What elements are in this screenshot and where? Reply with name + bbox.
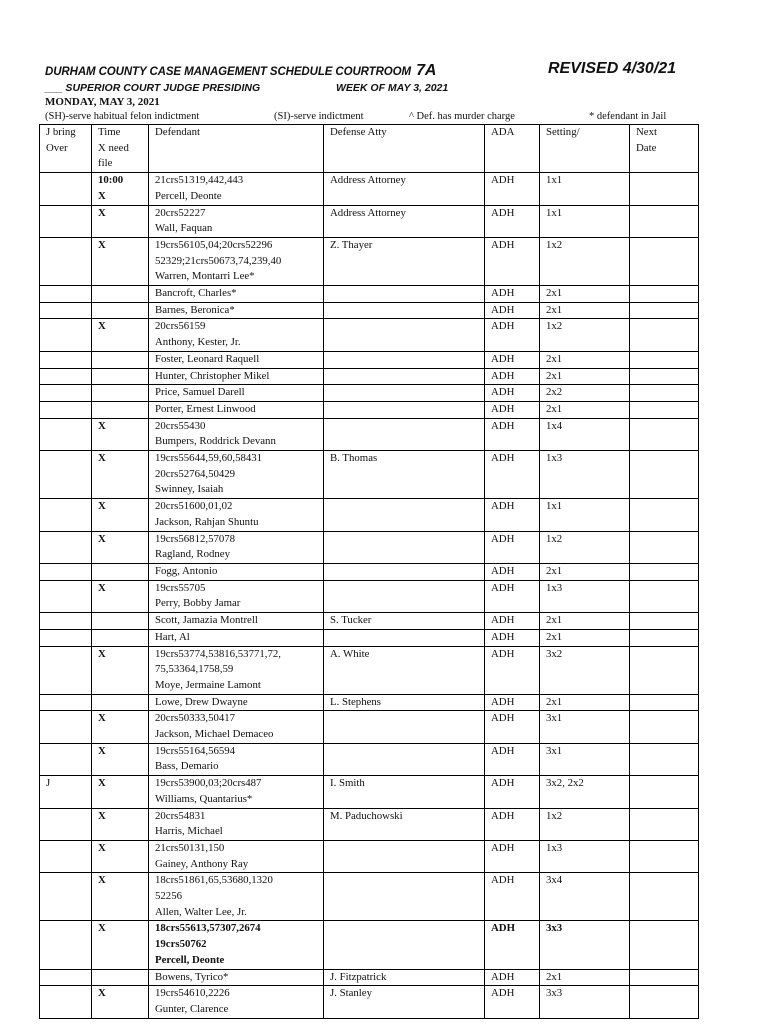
- time-cell: [92, 351, 149, 368]
- defendant-cell: 19crs56812,57078 Ragland, Rodney: [149, 531, 324, 563]
- table-row: [40, 646, 699, 694]
- setting-cell: 3x1: [540, 743, 630, 775]
- ada-cell: ADH: [485, 205, 540, 237]
- j-bring-over-cell: [40, 840, 92, 872]
- schedule-day: MONDAY, MAY 3, 2021: [45, 96, 160, 108]
- setting-cell: 3x2, 2x2: [540, 776, 630, 808]
- j-bring-over-cell: [40, 921, 92, 969]
- next-date-cell: [630, 969, 699, 986]
- ada-cell: ADH: [485, 368, 540, 385]
- ada-cell: ADH: [485, 173, 540, 205]
- setting-cell: 1x1: [540, 205, 630, 237]
- next-date-cell: [630, 694, 699, 711]
- time-cell: X: [92, 451, 149, 499]
- ada-cell: ADH: [485, 319, 540, 351]
- col-header-defense-atty: Defense Atty: [324, 125, 485, 173]
- j-bring-over-cell: [40, 580, 92, 612]
- ada-cell: ADH: [485, 711, 540, 743]
- setting-cell: 2x1: [540, 694, 630, 711]
- next-date-cell: [630, 451, 699, 499]
- time-cell: X: [92, 646, 149, 694]
- defense-atty-cell: [324, 302, 485, 319]
- defendant-cell: 19crs56105,04;20crs52296 52329;21crs50673,74,239,40 Warren, Montarri Lee*: [149, 237, 324, 285]
- defense-atty-cell: I. Smith: [324, 776, 485, 808]
- next-date-cell: [630, 531, 699, 563]
- j-bring-over-cell: [40, 531, 92, 563]
- time-cell: X: [92, 499, 149, 531]
- defendant-cell: Hunter, Christopher Mikel: [149, 368, 324, 385]
- ada-cell: ADH: [485, 418, 540, 450]
- defendant-cell: 19crs55644,59,60,58431 20crs52764,50429 Swinney, Isaiah: [149, 451, 324, 499]
- setting-cell: 2x1: [540, 563, 630, 580]
- legend-jail: * defendant in Jail: [589, 111, 667, 122]
- ada-cell: ADH: [485, 873, 540, 921]
- defendant-cell: Barnes, Beronica*: [149, 302, 324, 319]
- table-row: [40, 418, 699, 450]
- time-cell: X: [92, 986, 149, 1018]
- setting-cell: 1x2: [540, 319, 630, 351]
- table-row: [40, 629, 699, 646]
- defendant-cell: Fogg, Antonio: [149, 563, 324, 580]
- time-cell: X: [92, 418, 149, 450]
- defendant-cell: 20crs52227 Wall, Faquan: [149, 205, 324, 237]
- next-date-cell: [630, 351, 699, 368]
- setting-cell: 3x3: [540, 921, 630, 969]
- ada-cell: ADH: [485, 629, 540, 646]
- setting-cell: 1x2: [540, 237, 630, 285]
- defense-atty-cell: [324, 921, 485, 969]
- time-cell: 10:00 X: [92, 173, 149, 205]
- time-cell: [92, 302, 149, 319]
- defense-atty-cell: [324, 418, 485, 450]
- case-schedule-table: [39, 124, 699, 1019]
- defense-atty-cell: L. Stephens: [324, 694, 485, 711]
- j-bring-over-cell: [40, 969, 92, 986]
- time-cell: [92, 563, 149, 580]
- table-row: [40, 711, 699, 743]
- next-date-cell: [630, 237, 699, 285]
- next-date-cell: [630, 986, 699, 1018]
- table-header-row: [40, 125, 699, 173]
- setting-cell: 2x1: [540, 302, 630, 319]
- ada-cell: ADH: [485, 351, 540, 368]
- defense-atty-cell: [324, 401, 485, 418]
- ada-cell: ADH: [485, 921, 540, 969]
- defense-atty-cell: [324, 499, 485, 531]
- next-date-cell: [630, 743, 699, 775]
- setting-cell: 3x1: [540, 711, 630, 743]
- defendant-cell: 18crs51861,65,53680,1320 52256 Allen, Walter Lee, Jr.: [149, 873, 324, 921]
- j-bring-over-cell: [40, 385, 92, 402]
- col-header-time: Time X need file: [92, 125, 149, 173]
- defendant-cell: 20crs55430 Bumpers, Roddrick Devann: [149, 418, 324, 450]
- defendant-cell: Bowens, Tyrico*: [149, 969, 324, 986]
- ada-cell: ADH: [485, 286, 540, 303]
- defendant-cell: 20crs54831 Harris, Michael: [149, 808, 324, 840]
- defense-atty-cell: Address Attorney: [324, 205, 485, 237]
- time-cell: [92, 969, 149, 986]
- time-cell: [92, 613, 149, 630]
- ada-cell: ADH: [485, 499, 540, 531]
- defense-atty-cell: [324, 563, 485, 580]
- defense-atty-cell: [324, 840, 485, 872]
- j-bring-over-cell: [40, 286, 92, 303]
- next-date-cell: [630, 921, 699, 969]
- defendant-cell: Scott, Jamazia Montrell: [149, 613, 324, 630]
- time-cell: [92, 694, 149, 711]
- defendant-cell: 20crs50333,50417 Jackson, Michael Demaceo: [149, 711, 324, 743]
- setting-cell: 2x1: [540, 351, 630, 368]
- j-bring-over-cell: [40, 368, 92, 385]
- ada-cell: ADH: [485, 808, 540, 840]
- j-bring-over-cell: [40, 873, 92, 921]
- j-bring-over-cell: [40, 711, 92, 743]
- defense-atty-cell: [324, 319, 485, 351]
- next-date-cell: [630, 499, 699, 531]
- col-header-defendant: Defendant: [149, 125, 324, 173]
- defendant-cell: 20crs51600,01,02 Jackson, Rahjan Shuntu: [149, 499, 324, 531]
- table-row: [40, 237, 699, 285]
- col-header-next-date: Next Date: [630, 125, 699, 173]
- defendant-cell: 19crs54610,2226 Gunter, Clarence: [149, 986, 324, 1018]
- j-bring-over-cell: [40, 499, 92, 531]
- table-row: [40, 368, 699, 385]
- defendant-cell: 21crs51319,442,443 Percell, Deonte: [149, 173, 324, 205]
- col-header-setting: Setting/: [540, 125, 630, 173]
- ada-cell: ADH: [485, 694, 540, 711]
- defense-atty-cell: [324, 629, 485, 646]
- ada-cell: ADH: [485, 986, 540, 1018]
- table-row: [40, 969, 699, 986]
- time-cell: X: [92, 711, 149, 743]
- time-cell: X: [92, 580, 149, 612]
- setting-cell: 2x1: [540, 368, 630, 385]
- defense-atty-cell: M. Paduchowski: [324, 808, 485, 840]
- defendant-cell: Foster, Leonard Raquell: [149, 351, 324, 368]
- j-bring-over-cell: [40, 743, 92, 775]
- ada-cell: ADH: [485, 451, 540, 499]
- j-bring-over-cell: [40, 418, 92, 450]
- j-bring-over-cell: [40, 563, 92, 580]
- time-cell: X: [92, 776, 149, 808]
- ada-cell: ADH: [485, 613, 540, 630]
- time-cell: X: [92, 808, 149, 840]
- next-date-cell: [630, 385, 699, 402]
- defense-atty-cell: [324, 286, 485, 303]
- j-bring-over-cell: [40, 808, 92, 840]
- defendant-cell: Porter, Ernest Linwood: [149, 401, 324, 418]
- defense-atty-cell: A. White: [324, 646, 485, 694]
- setting-cell: 3x3: [540, 986, 630, 1018]
- j-bring-over-cell: [40, 351, 92, 368]
- setting-cell: 1x2: [540, 808, 630, 840]
- table-row: [40, 319, 699, 351]
- defendant-cell: Hart, Al: [149, 629, 324, 646]
- setting-cell: 1x1: [540, 173, 630, 205]
- setting-cell: 2x1: [540, 613, 630, 630]
- time-cell: X: [92, 205, 149, 237]
- time-cell: [92, 629, 149, 646]
- table-row: [40, 173, 699, 205]
- table-row: [40, 401, 699, 418]
- next-date-cell: [630, 873, 699, 921]
- defense-atty-cell: [324, 580, 485, 612]
- table-row: [40, 580, 699, 612]
- next-date-cell: [630, 776, 699, 808]
- next-date-cell: [630, 629, 699, 646]
- table-row: [40, 694, 699, 711]
- next-date-cell: [630, 580, 699, 612]
- table-row: [40, 385, 699, 402]
- defense-atty-cell: [324, 873, 485, 921]
- defense-atty-cell: Address Attorney: [324, 173, 485, 205]
- next-date-cell: [630, 205, 699, 237]
- defense-atty-cell: S. Tucker: [324, 613, 485, 630]
- next-date-cell: [630, 418, 699, 450]
- next-date-cell: [630, 302, 699, 319]
- defense-atty-cell: [324, 743, 485, 775]
- setting-cell: 1x3: [540, 580, 630, 612]
- defendant-cell: 21crs50131,150 Gainey, Anthony Ray: [149, 840, 324, 872]
- defendant-cell: 19crs53774,53816,53771,72, 75,53364,1758,59 Moye, Jermaine Lamont: [149, 646, 324, 694]
- defense-atty-cell: Z. Thayer: [324, 237, 485, 285]
- j-bring-over-cell: [40, 451, 92, 499]
- table-row: [40, 351, 699, 368]
- defendant-cell: Bancroft, Charles*: [149, 286, 324, 303]
- col-header-ada: ADA: [485, 125, 540, 173]
- table-row: [40, 743, 699, 775]
- table-row: [40, 563, 699, 580]
- setting-cell: 1x3: [540, 451, 630, 499]
- ada-cell: ADH: [485, 969, 540, 986]
- schedule-title: [45, 62, 436, 80]
- time-cell: X: [92, 921, 149, 969]
- ada-cell: ADH: [485, 401, 540, 418]
- defendant-cell: 20crs56159 Anthony, Kester, Jr.: [149, 319, 324, 351]
- defense-atty-cell: [324, 351, 485, 368]
- table-row: [40, 205, 699, 237]
- table-row: [40, 531, 699, 563]
- defendant-cell: Price, Samuel Darell: [149, 385, 324, 402]
- j-bring-over-cell: [40, 694, 92, 711]
- setting-cell: 1x3: [540, 840, 630, 872]
- table-row: [40, 986, 699, 1018]
- next-date-cell: [630, 613, 699, 630]
- setting-cell: 1x4: [540, 418, 630, 450]
- setting-cell: 3x2: [540, 646, 630, 694]
- ada-cell: ADH: [485, 776, 540, 808]
- ada-cell: ADH: [485, 302, 540, 319]
- setting-cell: 2x1: [540, 286, 630, 303]
- next-date-cell: [630, 173, 699, 205]
- j-bring-over-cell: [40, 173, 92, 205]
- next-date-cell: [630, 711, 699, 743]
- time-cell: [92, 385, 149, 402]
- time-cell: X: [92, 531, 149, 563]
- j-bring-over-cell: [40, 646, 92, 694]
- table-row: [40, 776, 699, 808]
- table-row: [40, 499, 699, 531]
- next-date-cell: [630, 401, 699, 418]
- defendant-cell: 19crs55705 Perry, Bobby Jamar: [149, 580, 324, 612]
- setting-cell: 3x4: [540, 873, 630, 921]
- defense-atty-cell: [324, 711, 485, 743]
- time-cell: X: [92, 319, 149, 351]
- time-cell: X: [92, 840, 149, 872]
- next-date-cell: [630, 286, 699, 303]
- ada-cell: ADH: [485, 237, 540, 285]
- defense-atty-cell: B. Thomas: [324, 451, 485, 499]
- setting-cell: 2x1: [540, 629, 630, 646]
- next-date-cell: [630, 646, 699, 694]
- legend-murder: ^ Def. has murder charge: [409, 111, 515, 122]
- ada-cell: ADH: [485, 646, 540, 694]
- defense-atty-cell: [324, 368, 485, 385]
- ada-cell: ADH: [485, 563, 540, 580]
- defense-atty-cell: J. Stanley: [324, 986, 485, 1018]
- time-cell: X: [92, 743, 149, 775]
- defense-atty-cell: J. Fitzpatrick: [324, 969, 485, 986]
- j-bring-over-cell: [40, 629, 92, 646]
- defense-atty-cell: [324, 531, 485, 563]
- time-cell: [92, 401, 149, 418]
- next-date-cell: [630, 840, 699, 872]
- title-text: DURHAM COUNTY CASE MANAGEMENT SCHEDULE COURTROOM: [45, 66, 411, 78]
- time-cell: X: [92, 237, 149, 285]
- j-bring-over-cell: J: [40, 776, 92, 808]
- ada-cell: ADH: [485, 743, 540, 775]
- next-date-cell: [630, 808, 699, 840]
- legend-si: (SI)-serve indictment: [274, 111, 364, 122]
- legend-sh: (SH)-serve habitual felon indictment: [45, 111, 200, 122]
- setting-cell: 2x1: [540, 969, 630, 986]
- judge-presiding-line: ___ SUPERIOR COURT JUDGE PRESIDING: [45, 82, 261, 94]
- defendant-cell: 19crs55164,56594 Bass, Demario: [149, 743, 324, 775]
- ada-cell: ADH: [485, 840, 540, 872]
- next-date-cell: [630, 563, 699, 580]
- ada-cell: ADH: [485, 580, 540, 612]
- j-bring-over-cell: [40, 237, 92, 285]
- j-bring-over-cell: [40, 302, 92, 319]
- j-bring-over-cell: [40, 986, 92, 1018]
- table-row: [40, 286, 699, 303]
- table-row: [40, 808, 699, 840]
- setting-cell: 1x1: [540, 499, 630, 531]
- defendant-cell: Lowe, Drew Dwayne: [149, 694, 324, 711]
- table-row: [40, 921, 699, 969]
- ada-cell: ADH: [485, 385, 540, 402]
- j-bring-over-cell: [40, 401, 92, 418]
- week-of: WEEK OF MAY 3, 2021: [336, 82, 449, 94]
- setting-cell: 2x2: [540, 385, 630, 402]
- time-cell: [92, 368, 149, 385]
- table-row: [40, 302, 699, 319]
- table-row: [40, 840, 699, 872]
- courtroom-number: 7A: [416, 62, 437, 79]
- defense-atty-cell: [324, 385, 485, 402]
- defendant-cell: 18crs55613,57307,2674 19crs50762 Percell, Deonte: [149, 921, 324, 969]
- table-row: [40, 451, 699, 499]
- ada-cell: ADH: [485, 531, 540, 563]
- setting-cell: 1x2: [540, 531, 630, 563]
- col-header-j-bring-over: J bring Over: [40, 125, 92, 173]
- setting-cell: 2x1: [540, 401, 630, 418]
- j-bring-over-cell: [40, 613, 92, 630]
- time-cell: X: [92, 873, 149, 921]
- j-bring-over-cell: [40, 205, 92, 237]
- table-row: [40, 613, 699, 630]
- defendant-cell: 19crs53900,03;20crs487 Williams, Quantarius*: [149, 776, 324, 808]
- time-cell: [92, 286, 149, 303]
- revised-date: REVISED 4/30/21: [548, 60, 677, 77]
- next-date-cell: [630, 319, 699, 351]
- j-bring-over-cell: [40, 319, 92, 351]
- table-row: [40, 873, 699, 921]
- next-date-cell: [630, 368, 699, 385]
